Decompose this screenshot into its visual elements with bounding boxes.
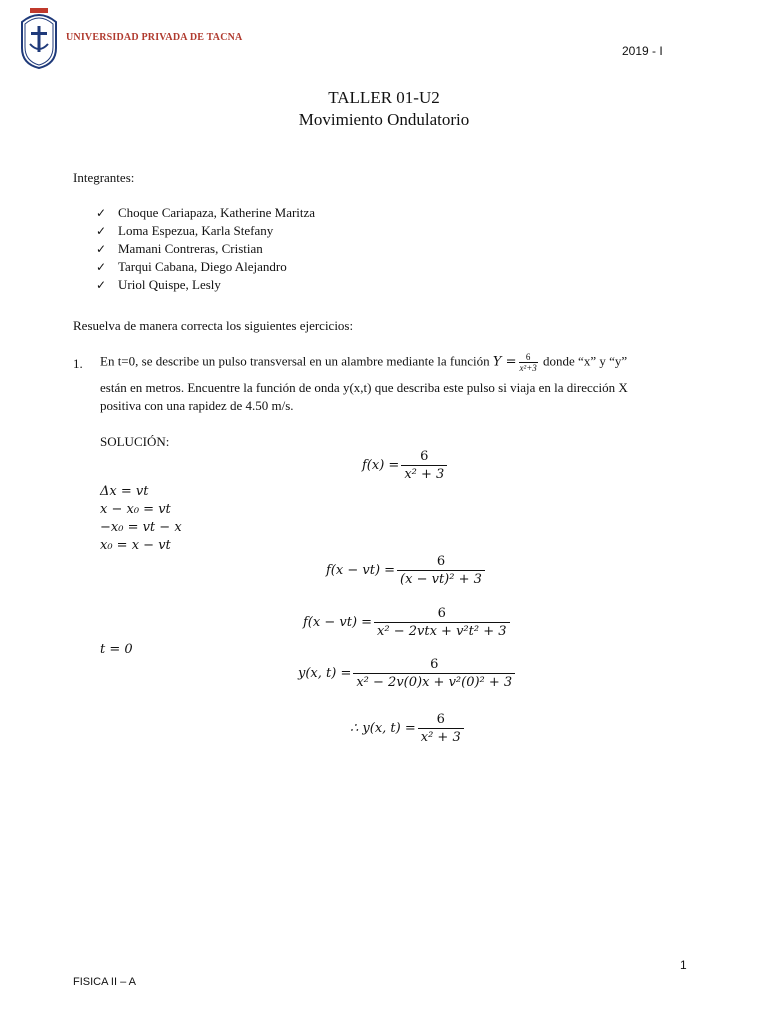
equation-shift1: f(x − vt) = $\frac{6}{\text{(x − vt)² + 3}}$ [326,554,487,587]
equation-shift2: f(x − vt) = $\frac{6}{\text{x² − 2vtx + v²t² + 3}}$ [303,606,512,639]
members-list [96,204,315,294]
exercise-statement-line3: positiva con una rapidez de 4.50 m/s. [100,398,294,413]
university-crest-icon [16,6,62,70]
list-item: ✓ Mamani Contreras, Cristian [96,241,263,256]
checkmark-icon: ✓ [96,278,107,292]
solution-label: SOLUCIÓN: [100,434,170,449]
checkmark-icon: ✓ [96,260,107,274]
exercise-statement-line2: están en metros. Encuentre la función de onda y(x,t) que describa este pulso si viaja en la dirección X [100,380,628,395]
list-item: ✓ Choque Cariapaza, Katherine Maritza [96,205,316,220]
equation-delta: Δx = vt [100,484,149,499]
instruction-text: Resuelva de manera correcta los siguientes ejercicios: [73,318,354,333]
equation-t-zero: t = 0 [100,642,133,657]
list-item: ✓ Loma Espezua, Karla Stefany [96,223,274,238]
checkmark-icon: ✓ [96,224,107,238]
equation-fx: f(x) = $\frac{6}{\text{x² + 3}}$ [362,449,449,482]
checkmark-icon: ✓ [96,206,107,220]
members-label: Integrantes: [73,170,135,185]
term-label: 2019 - I [622,44,663,58]
equation-step2: −x₀ = vt − x [100,520,182,535]
exercise-statement-line1: En t=0, se describe un pulso transversal en un alambre mediante la función Y = $\frac{6}{\text{x²+3}}$ donde “x” y “y” [100,352,628,373]
page-number: 1 [680,958,687,972]
exercise-function-fraction: $\frac{6}{\text{x²+3}}$ [519,352,537,373]
page-subtitle: Movimiento Ondulatorio [298,110,470,129]
equation-step3: x₀ = x − vt [100,538,171,553]
university-logo [16,6,62,70]
list-item: ✓ Uriol Quispe, Lesly [96,277,221,292]
page-title: TALLER 01-U2 [328,88,440,107]
equation-step1: x − x₀ = vt [100,502,171,517]
exercise-number: 1. [73,356,83,371]
equation-y-substituted: y(x, t) = $\frac{6}{\text{x² − 2v(0)x + v²(0)² + 3}}$ [298,657,517,690]
course-footer: FISICA II – A [73,976,136,988]
equation-y-result: ∴ y(x, t) = $\frac{6}{\text{x² + 3}}$ [350,712,466,745]
list-item: ✓ Tarqui Cabana, Diego Alejandro [96,259,287,274]
checkmark-icon: ✓ [96,242,107,256]
university-name: UNIVERSIDAD PRIVADA DE TACNA [66,32,243,43]
